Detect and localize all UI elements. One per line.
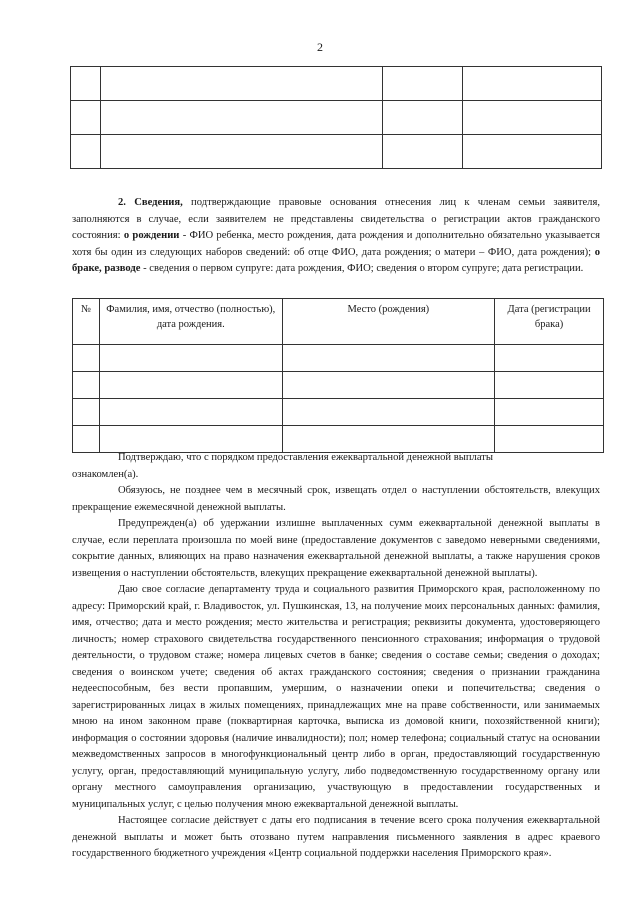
header-name: Фамилия, имя, отчество (полностью), дата рождения.	[99, 299, 282, 345]
section-2-heading: 2. Сведения,	[118, 197, 183, 208]
header-date: Дата (регистрации брака)	[495, 299, 604, 345]
family-members-table	[72, 298, 604, 453]
section-2-text: 2. Сведения, подтверждающие правовые основания отнесения лиц к членам семьи заявителя, заполняются в случае, если заявителем не представлены свидетельства о регистрации актов гражданского состояния: о рождении - ФИО ребенка, место рождения, дата рождения и дополнительно обязательно указывается хотя бы один из следующих наборов сведений: об отце ФИО, дата рождения; о матери – ФИО, дата рождения); о браке, разводе - сведения о первом супруге: дата рождения, ФИО; сведения о втором супруге; дата регистрации.	[72, 197, 600, 274]
continuation-table	[70, 66, 602, 169]
header-number: №	[73, 299, 100, 345]
table-row	[73, 426, 604, 453]
paragraph-acknowledge-end: ознакомлен(а).	[72, 468, 139, 480]
table-row	[71, 135, 602, 169]
table-row	[71, 67, 602, 101]
header-place: Место (рождения)	[282, 299, 495, 345]
table-row	[71, 101, 602, 135]
paragraph-validity: Настоящее согласие действует с даты его подписания в течение всего срока получения ежеквартальной денежной выплаты и может быть отозвано путем направления письменного заявления в адрес краевого государственного бюджетного учреждения «Центр социальной поддержки населения Приморского края».	[72, 815, 600, 859]
paragraph-obligation: Обязуюсь, не позднее чем в месячный срок, извещать отдел о наступлении обстоятельств, влекущих прекращение ежемесячной денежной выплаты.	[72, 485, 600, 513]
page-number: 2	[317, 40, 323, 54]
paragraph-acknowledge: Подтверждаю, что с порядком предоставления ежеквартальной денежной выплаты	[118, 452, 493, 463]
table-header-row	[73, 299, 604, 345]
declaration-text	[72, 450, 600, 863]
table-row	[73, 345, 604, 372]
paragraph-warning: Предупрежден(а) об удержании излишне выплаченных сумм ежеквартальной денежной выплаты в случае, если переплата произошла по моей вине (предоставление документов с заведомо неверными сведениями, сокрытие данных, влияющих на право назначения ежеквартальной денежной выплаты, а также нарушения сроков извещения о наступлении обстоятельств, влекущих прекращение ежеквартальной денежной выплаты).	[72, 518, 600, 579]
table-row	[73, 399, 604, 426]
paragraph-consent: Даю свое согласие департаменту труда и социального развития Приморского края, расположенному по адресу: Приморский край, г. Владивосток, ул. Пушкинская, 13, на получение моих персональных данных: фамилия, имя, отчество; дата и место рождения; место жительства и регистрация; реквизиты документа, удостоверяющего личность; номер страхового свидетельства государственного пенсионного страхования; информация о трудовой деятельности, о трудовом стаже; номера лицевых счетов в банке; сведения о составе семьи; сведения о доходах; сведения о воинском учете; сведения об актах гражданского состояния; сведения о признании гражданина недееспособным, без вести пропавшим, умершим, о назначении опеки и попечительства; сведения о зарегистрированных лицах в жилых помещениях, принадлежащих мне на праве собственности, или занимаемых мною на ином законном праве (поквартирная карточка, выписка из домовой книги, похозяйственной книги); информация о состоянии здоровья (наличие инвалидности); пол; номер телефона; социальный статус на основании межведомственных запросов в многофункциональный центр либо в орган, предоставляющий государственную услугу, орган, предоставляющий муниципальную услугу, либо подведомственную государственному органу или органу местного самоуправления организацию, участвующую в предоставлении государственных и муниципальных услуг, с целью получения мною ежеквартальной денежной выплаты.	[72, 584, 600, 810]
table-row	[73, 372, 604, 399]
